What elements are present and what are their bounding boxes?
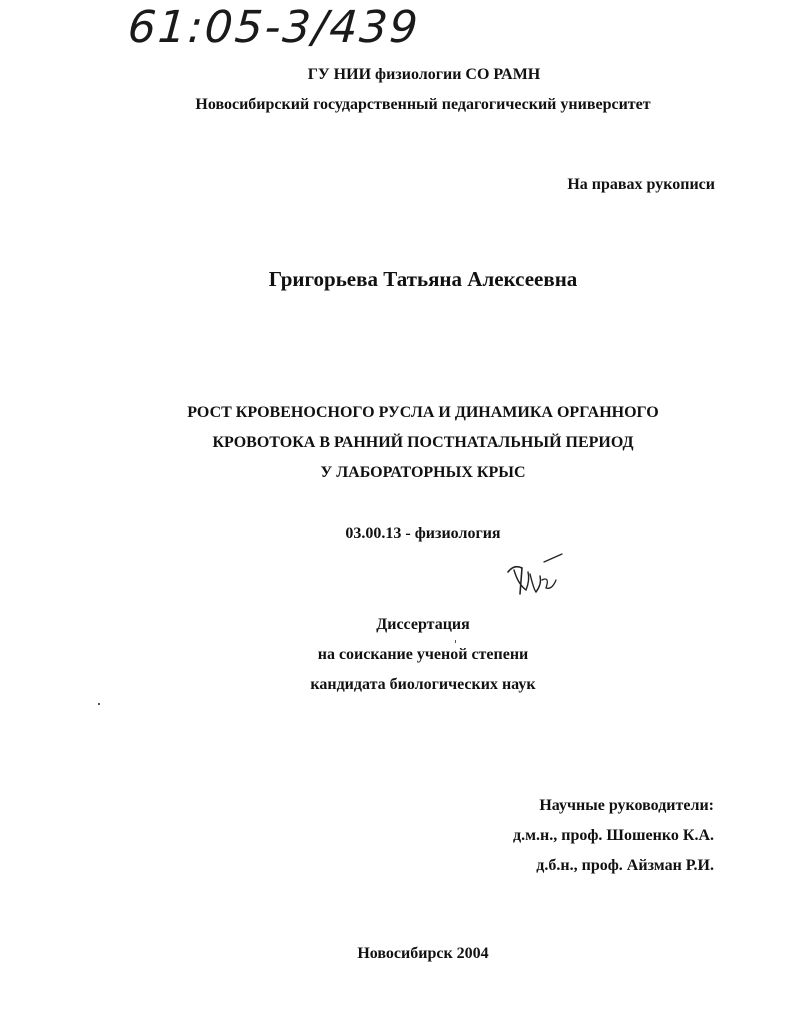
scan-speck <box>455 640 456 643</box>
manuscript-rights-note: На правах рукописи <box>567 176 715 193</box>
city-year: Новосибирск 2004 <box>357 945 489 962</box>
supervisor-1: д.м.н., проф. Шошенко К.А. <box>513 827 714 844</box>
scan-speck <box>98 703 100 705</box>
supervisor-2: д.б.н., проф. Айзман Р.И. <box>536 857 714 874</box>
title-line-3: У ЛАБОРАТОРНЫХ КРЫС <box>320 464 526 481</box>
title-line-2: КРОВОТОКА В РАННИЙ ПОСТНАТАЛЬНЫЙ ПЕРИОД <box>212 434 634 451</box>
archive-code: 61:05-3/439 <box>126 2 422 53</box>
specialty-code: 03.00.13 - физиология <box>345 525 501 542</box>
degree-line-2: на соискание ученой степени <box>317 646 529 663</box>
institution-name-2: Новосибирский государственный педагогический университет <box>195 96 651 113</box>
author-name: Григорьева Татьяна Алексеевна <box>268 267 578 291</box>
title-line-1: РОСТ КРОВЕНОСНОГО РУСЛА И ДИНАМИКА ОРГАННОГО <box>187 404 659 421</box>
degree-line-3: кандидата биологических наук <box>310 676 536 693</box>
institution-name-1: ГУ НИИ физиологии СО РАМН <box>307 66 541 83</box>
supervisors-heading: Научные руководители: <box>539 797 714 814</box>
handwritten-signature <box>500 550 570 610</box>
degree-line-1: Диссертация <box>376 616 470 633</box>
